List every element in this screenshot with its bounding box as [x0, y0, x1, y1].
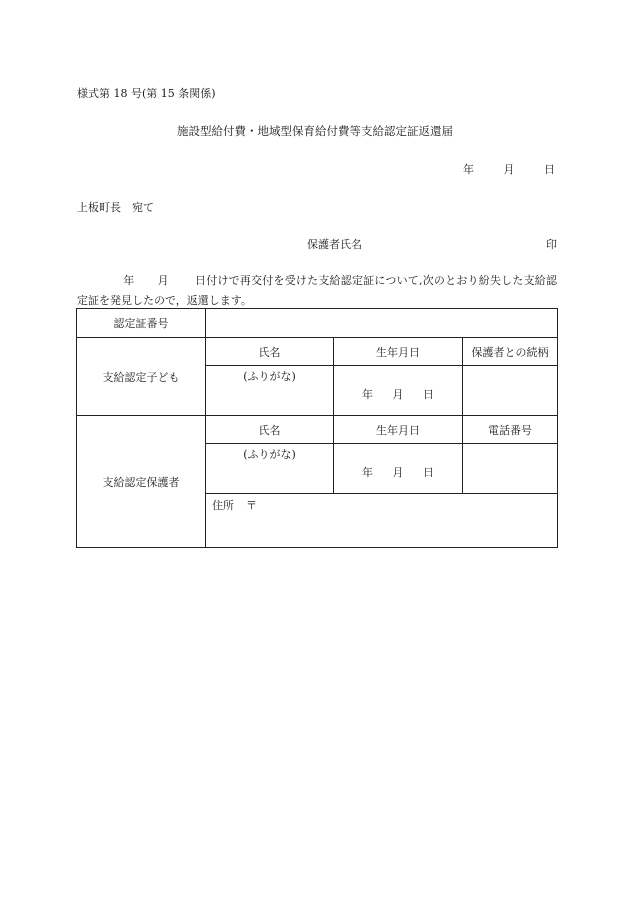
child-section-label: 支給認定子ども [77, 338, 206, 416]
certificate-table [76, 308, 558, 548]
child-birth-field[interactable] [334, 366, 463, 416]
cert-number-label: 認定証番号 [77, 309, 206, 338]
child-relation-header: 保護者との続柄 [463, 338, 558, 366]
postal-mark: 〒 [246, 499, 257, 512]
date-line [437, 161, 555, 177]
date-day: 日 [544, 163, 555, 176]
guardian-name-field[interactable] [206, 444, 334, 494]
guardian-birth-field[interactable] [334, 444, 463, 494]
guardian-phone-header: 電話番号 [463, 416, 558, 444]
child-name-field[interactable] [206, 366, 334, 416]
body-text [77, 271, 557, 311]
guardian-birth-ymd [334, 464, 462, 480]
child-relation-field[interactable] [463, 366, 558, 416]
form-title: 施設型給付費・地域型保育給付費等支給認定証返還届 [177, 124, 453, 138]
date-month: 月 [503, 163, 515, 176]
seal-mark: 印 [546, 238, 557, 251]
guardian-furigana-label: (ふりがな) [243, 448, 296, 461]
child-birth-month: 月 [392, 388, 404, 401]
guardian-birth-year: 年 [362, 466, 373, 479]
guardian-birth-header: 生年月日 [334, 416, 463, 444]
guardian-name-label: 保護者氏名 [307, 238, 362, 251]
body-month: 月 [157, 274, 169, 287]
addressee: 上板町長 宛て [77, 201, 154, 214]
guardian-address-field[interactable] [206, 494, 558, 548]
body-sentence: 日付けで再交付を受けた支給認定証について,次のとおり紛失した支給認定証を発見したので，返還します。 [77, 274, 558, 307]
child-birth-day: 日 [423, 388, 434, 401]
guardian-phone-field[interactable] [463, 444, 558, 494]
guardian-section-label: 支給認定保護者 [77, 416, 206, 548]
form-number: 様式第 18 号(第 15 条関係) [77, 87, 216, 100]
guardian-birth-month: 月 [392, 466, 404, 479]
cert-number-field[interactable] [206, 309, 558, 338]
child-birth-header: 生年月日 [334, 338, 463, 366]
guardian-name-header: 氏名 [206, 416, 334, 444]
child-name-header: 氏名 [206, 338, 334, 366]
guardian-birth-day: 日 [423, 466, 434, 479]
body-year: 年 [123, 274, 135, 287]
child-furigana-label: (ふりがな) [243, 370, 296, 383]
child-birth-year: 年 [362, 388, 373, 401]
date-year: 年 [463, 163, 474, 176]
child-birth-ymd [334, 386, 462, 402]
address-label: 住所 [212, 499, 234, 512]
